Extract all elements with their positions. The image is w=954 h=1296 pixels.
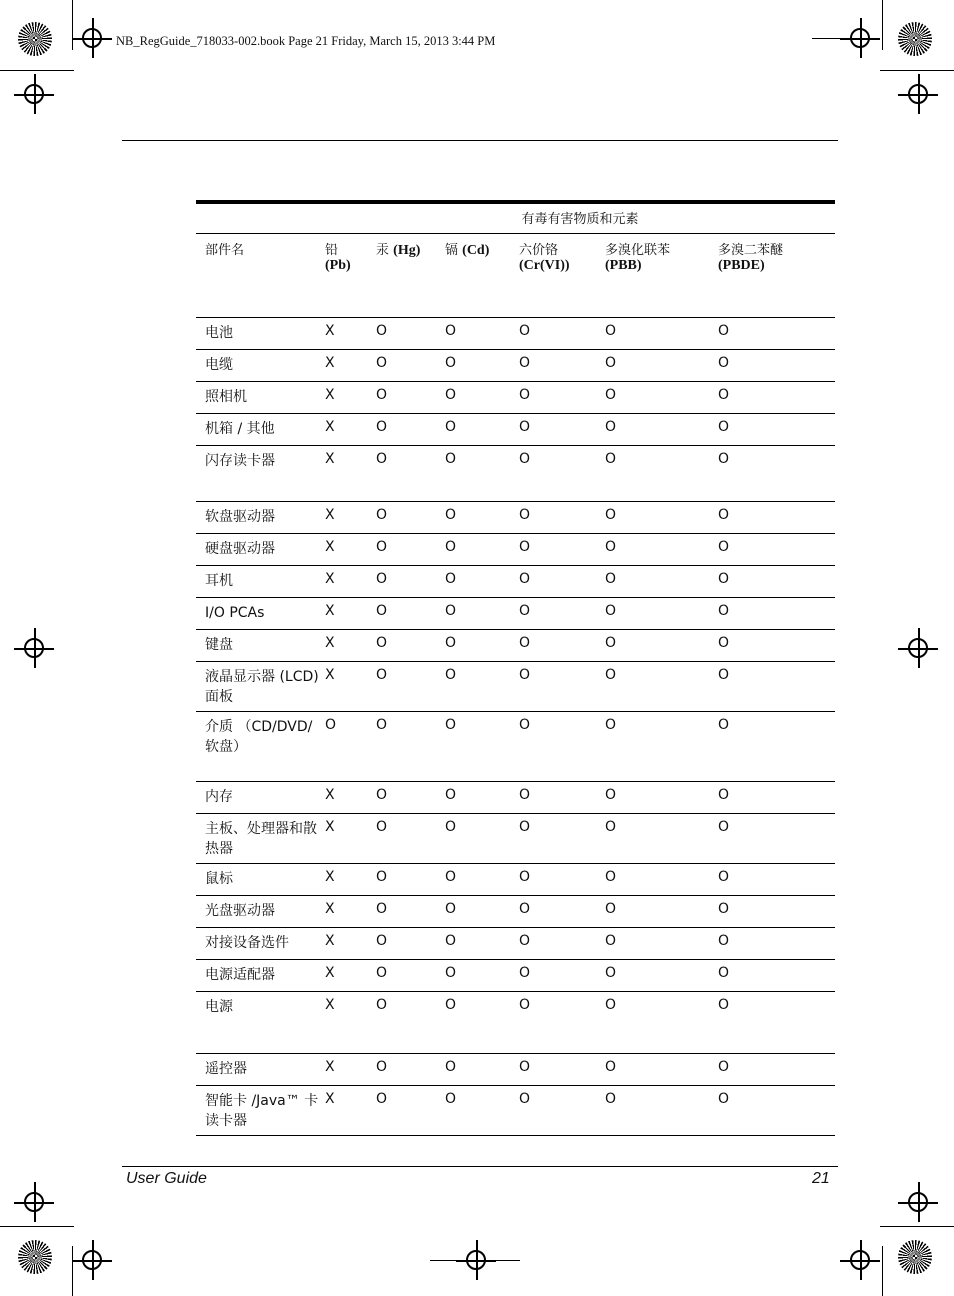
substance-mark: O [445, 413, 519, 445]
substance-mark: O [519, 895, 605, 927]
part-name: 光盘驱动器 [196, 895, 325, 927]
substance-mark: O [605, 565, 718, 597]
substance-mark: O [376, 1085, 445, 1135]
table-row [196, 1053, 835, 1085]
substance-mark: O [519, 381, 605, 413]
substance-mark: O [718, 895, 835, 927]
starburst-mark-icon [898, 1240, 932, 1274]
substance-mark: O [718, 349, 835, 381]
substance-mark: O [445, 565, 519, 597]
registration-mark-icon [24, 638, 44, 658]
crop-mark [72, 1246, 73, 1296]
substance-mark: O [605, 1085, 718, 1135]
table-row [196, 533, 835, 565]
substance-mark: O [445, 991, 519, 1053]
part-name: 主板、处理器和散热器 [196, 813, 325, 863]
crop-mark [880, 1226, 954, 1227]
substance-mark: O [718, 317, 835, 349]
registration-mark-icon [24, 84, 44, 104]
substance-mark: O [605, 317, 718, 349]
substance-mark: X [325, 445, 376, 501]
substance-mark: O [445, 381, 519, 413]
registration-mark-icon [908, 84, 928, 104]
substance-mark: O [605, 895, 718, 927]
substance-mark: O [519, 597, 605, 629]
crop-mark [72, 0, 73, 50]
crop-mark [882, 0, 883, 50]
substance-mark: O [325, 711, 376, 781]
substance-mark: X [325, 349, 376, 381]
registration-mark-icon [24, 1192, 44, 1212]
substance-mark: O [519, 863, 605, 895]
substance-mark: O [605, 781, 718, 813]
part-name: 内存 [196, 781, 325, 813]
crop-mark [0, 70, 74, 71]
substance-mark: O [376, 927, 445, 959]
substance-mark: X [325, 1085, 376, 1135]
part-name: 遥控器 [196, 1053, 325, 1085]
substance-mark: O [376, 381, 445, 413]
table-row [196, 317, 835, 349]
substance-mark: O [718, 1053, 835, 1085]
substance-mark: X [325, 1053, 376, 1085]
book-slug: NB_RegGuide_718033-002.book Page 21 Friday, March 15, 2013 3:44 PM [116, 34, 496, 48]
substance-mark: O [605, 991, 718, 1053]
table-row [196, 959, 835, 991]
substance-mark: X [325, 895, 376, 927]
substance-mark: O [376, 349, 445, 381]
part-name: 对接设备选件 [196, 927, 325, 959]
part-name: 电源适配器 [196, 959, 325, 991]
table-row [196, 927, 835, 959]
substance-mark: O [605, 533, 718, 565]
column-header: 多溴二苯醚 (PBDE) [718, 233, 835, 317]
substance-mark: O [718, 959, 835, 991]
column-header: 汞 (Hg) [376, 233, 445, 317]
substance-mark: X [325, 381, 376, 413]
table-row [196, 661, 835, 711]
part-name: I/O PCAs [196, 597, 325, 629]
table-row [196, 349, 835, 381]
substance-mark: O [376, 629, 445, 661]
substance-mark: O [718, 661, 835, 711]
substance-mark: X [325, 317, 376, 349]
footer-rule [122, 1166, 838, 1167]
substance-mark: O [445, 597, 519, 629]
part-name: 电缆 [196, 349, 325, 381]
table-row [196, 597, 835, 629]
substance-mark: O [605, 711, 718, 781]
substance-mark: O [718, 1085, 835, 1135]
part-name: 电池 [196, 317, 325, 349]
starburst-mark-icon [898, 22, 932, 56]
substance-mark: O [519, 813, 605, 863]
table-row [196, 781, 835, 813]
substance-mark: O [605, 661, 718, 711]
substance-mark: X [325, 565, 376, 597]
substance-mark: O [605, 813, 718, 863]
substance-mark: O [605, 349, 718, 381]
crop-mark [812, 38, 842, 39]
hazardous-substances-table [196, 200, 835, 1136]
substance-mark: O [718, 533, 835, 565]
substance-mark: O [445, 661, 519, 711]
substance-mark: O [718, 381, 835, 413]
table-row [196, 991, 835, 1053]
crop-mark [430, 1260, 520, 1261]
substance-mark: O [519, 927, 605, 959]
substance-mark: O [718, 501, 835, 533]
substance-mark: O [519, 661, 605, 711]
substance-mark: O [605, 863, 718, 895]
registration-mark-icon [908, 638, 928, 658]
table-row [196, 413, 835, 445]
table-row [196, 501, 835, 533]
column-header: 多溴化联苯 (PBB) [605, 233, 718, 317]
substance-mark: X [325, 597, 376, 629]
substance-mark: X [325, 959, 376, 991]
substance-mark: O [605, 629, 718, 661]
part-name: 电源 [196, 991, 325, 1053]
group-header: 有毒有害物质和元素 [325, 202, 835, 233]
substance-mark: O [519, 991, 605, 1053]
substance-mark: O [376, 565, 445, 597]
substance-mark: O [376, 533, 445, 565]
substance-mark: O [718, 711, 835, 781]
substance-mark: X [325, 927, 376, 959]
substance-mark: O [376, 413, 445, 445]
substance-mark: X [325, 413, 376, 445]
substance-mark: O [445, 781, 519, 813]
substance-mark: O [445, 927, 519, 959]
column-header: 六价铬 (Cr(VI)) [519, 233, 605, 317]
substance-mark: O [445, 317, 519, 349]
crop-mark [0, 1226, 74, 1227]
substance-mark: O [605, 413, 718, 445]
substance-mark: O [376, 991, 445, 1053]
substance-mark: O [519, 533, 605, 565]
substance-mark: O [445, 959, 519, 991]
part-name: 键盘 [196, 629, 325, 661]
substance-mark: O [376, 445, 445, 501]
page-number: 21 [812, 1170, 830, 1187]
substance-mark: O [445, 895, 519, 927]
substance-mark: O [445, 501, 519, 533]
substance-mark: O [718, 781, 835, 813]
substance-mark: O [445, 349, 519, 381]
substance-mark: O [718, 565, 835, 597]
substance-mark: X [325, 863, 376, 895]
footer-title: User Guide [126, 1170, 207, 1187]
substance-mark: O [519, 413, 605, 445]
part-name: 耳机 [196, 565, 325, 597]
substance-mark: O [519, 445, 605, 501]
substance-mark: O [605, 381, 718, 413]
substance-mark: O [376, 959, 445, 991]
substance-mark: X [325, 629, 376, 661]
substance-mark: O [376, 501, 445, 533]
substance-mark: X [325, 991, 376, 1053]
registration-mark-icon [850, 1250, 870, 1270]
substance-mark: O [445, 711, 519, 781]
substance-mark: O [519, 711, 605, 781]
substance-mark: O [445, 1053, 519, 1085]
substance-mark: O [376, 661, 445, 711]
substance-mark: X [325, 813, 376, 863]
substance-mark: O [445, 1085, 519, 1135]
substance-mark: O [718, 863, 835, 895]
crop-mark [882, 1246, 883, 1296]
substance-mark: O [376, 863, 445, 895]
substance-mark: O [718, 927, 835, 959]
substance-mark: O [519, 501, 605, 533]
substance-mark: O [519, 1053, 605, 1085]
substance-mark: O [376, 711, 445, 781]
registration-mark-icon [82, 28, 102, 48]
substance-mark: O [376, 895, 445, 927]
substance-mark: X [325, 501, 376, 533]
substance-mark: O [605, 597, 718, 629]
starburst-mark-icon [18, 22, 52, 56]
registration-mark-icon [850, 28, 870, 48]
column-header: 部件名 [196, 233, 325, 317]
table-row [196, 629, 835, 661]
table-row [196, 711, 835, 781]
column-header-row [196, 233, 835, 317]
table-row [196, 1085, 835, 1135]
substance-mark: O [376, 781, 445, 813]
substance-mark: O [718, 813, 835, 863]
substance-mark: X [325, 661, 376, 711]
table-row [196, 445, 835, 501]
substance-mark: O [519, 565, 605, 597]
part-name: 软盘驱动器 [196, 501, 325, 533]
substance-mark: O [718, 445, 835, 501]
substance-mark: O [519, 1085, 605, 1135]
part-name: 液晶显示器 (LCD) 面板 [196, 661, 325, 711]
part-name: 闪存读卡器 [196, 445, 325, 501]
part-name: 机箱 / 其他 [196, 413, 325, 445]
substance-mark: O [718, 991, 835, 1053]
table-row [196, 565, 835, 597]
substance-mark: O [445, 863, 519, 895]
part-name: 硬盘驱动器 [196, 533, 325, 565]
substance-mark: O [376, 1053, 445, 1085]
part-name: 介质 （CD/DVD/ 软盘） [196, 711, 325, 781]
column-header: 镉 (Cd) [445, 233, 519, 317]
substance-mark: O [519, 959, 605, 991]
part-name: 智能卡 /Java™ 卡读卡器 [196, 1085, 325, 1135]
table-row [196, 895, 835, 927]
substance-mark: O [445, 813, 519, 863]
starburst-mark-icon [18, 1240, 52, 1274]
table-row [196, 813, 835, 863]
substance-mark: O [605, 927, 718, 959]
substance-mark: O [376, 597, 445, 629]
substance-mark: O [519, 629, 605, 661]
table-row [196, 381, 835, 413]
substance-mark: O [445, 629, 519, 661]
table-row [196, 863, 835, 895]
registration-mark-icon [908, 1192, 928, 1212]
substance-mark: O [519, 781, 605, 813]
substance-mark: O [519, 317, 605, 349]
substance-mark: O [519, 349, 605, 381]
substance-mark: O [445, 445, 519, 501]
substance-mark: O [605, 959, 718, 991]
part-name: 鼠标 [196, 863, 325, 895]
substance-mark: O [445, 533, 519, 565]
substance-mark: O [376, 813, 445, 863]
substance-mark: O [376, 317, 445, 349]
substance-mark: O [718, 597, 835, 629]
header-rule [122, 140, 838, 141]
substance-mark: O [718, 629, 835, 661]
substance-mark: X [325, 781, 376, 813]
substance-mark: O [605, 501, 718, 533]
substance-mark: O [605, 445, 718, 501]
substance-mark: O [718, 413, 835, 445]
substance-mark: O [605, 1053, 718, 1085]
part-name: 照相机 [196, 381, 325, 413]
registration-mark-icon [82, 1250, 102, 1270]
crop-mark [880, 70, 954, 71]
column-header: 铅 (Pb) [325, 233, 376, 317]
substance-mark: X [325, 533, 376, 565]
